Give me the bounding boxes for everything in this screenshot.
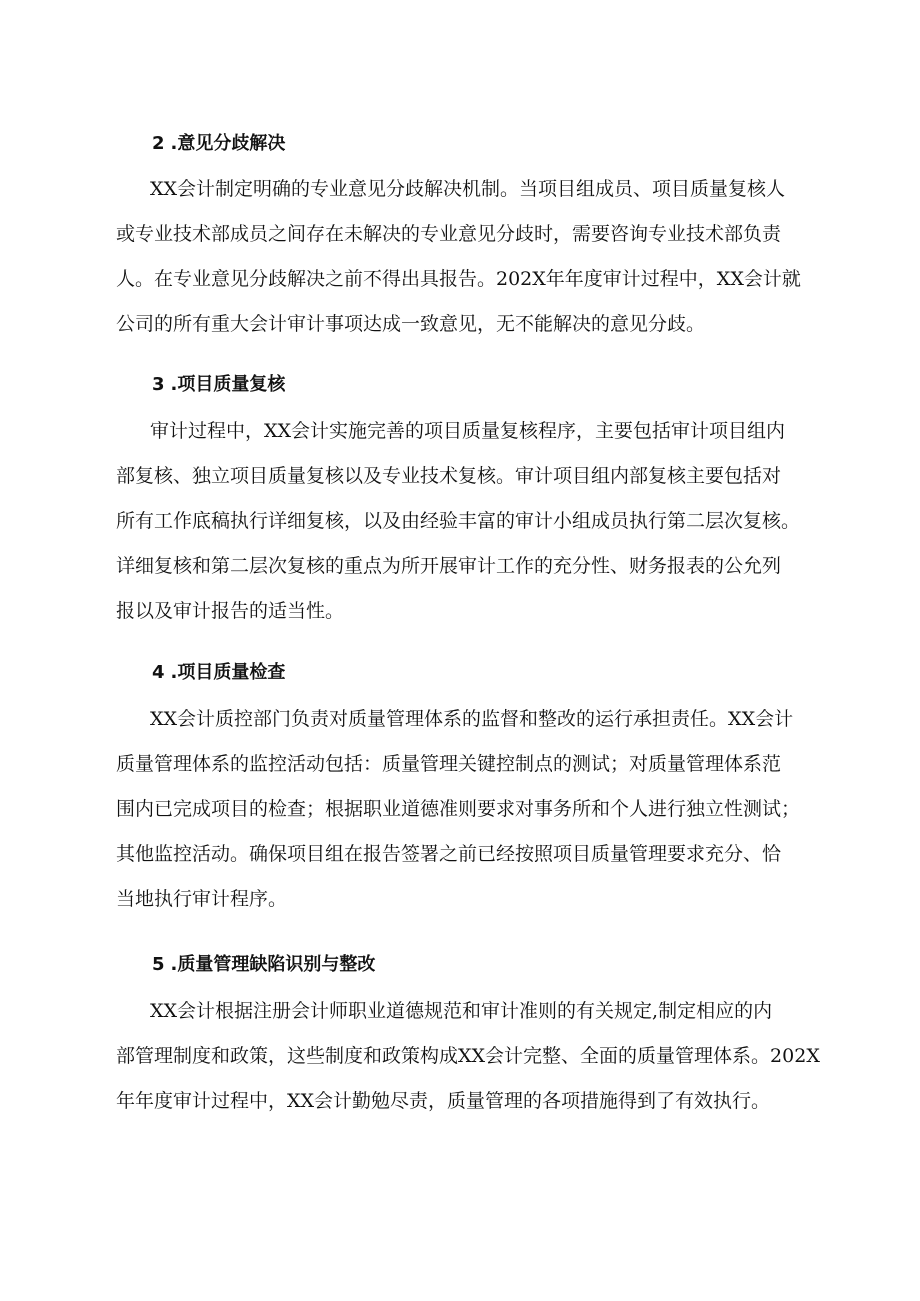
paragraph-line: 所有工作底稿执行详细复核，以及由经验丰富的审计小组成员执行第二层次复核。: [116, 510, 801, 532]
paragraph-line: 其他监控活动。确保项目组在报告签署之前已经按照项目质量管理要求充分、恰: [116, 843, 782, 865]
section-number: 2: [152, 133, 165, 154]
paragraph-line: 质量管理体系的监控活动包括：质量管理关键控制点的测试；对质量管理体系范: [116, 753, 782, 775]
paragraph-line: 详细复核和第二层次复核的重点为所开展审计工作的充分性、财务报表的公允列: [116, 555, 782, 577]
paragraph-line: XX会计制定明确的专业意见分歧解决机制。当项目组成员、项目质量复核人: [150, 178, 786, 200]
paragraph-line: XX会计质控部门负责对质量管理体系的监督和整改的运行承担责任。XX会计: [150, 708, 794, 730]
section-number: 5: [152, 954, 165, 975]
section-title: .质量管理缺陷识别与整改: [170, 954, 376, 975]
section-2-heading: [152, 131, 285, 157]
paragraph-line: 报以及审计报告的适当性。: [116, 600, 345, 622]
paragraph-line: 年年度审计过程中，XX会计勤勉尽责，质量管理的各项措施得到了有效执行。: [116, 1090, 771, 1112]
section-number: 3: [152, 374, 165, 395]
paragraph-line: 公司的所有重大会计审计事项达成一致意见，无不能解决的意见分歧。: [116, 313, 706, 335]
section-2-paragraph: [116, 167, 816, 347]
paragraph-line: 部复核、独立项目质量复核以及专业技术复核。审计项目组内部复核主要包括对: [116, 465, 782, 487]
paragraph-line: 或专业技术部成员之间存在未解决的专业意见分歧时，需要咨询专业技术部负责: [116, 223, 782, 245]
section-5-heading: [152, 952, 375, 978]
section-title: .意见分歧解决: [170, 133, 286, 154]
section-4-paragraph: [116, 697, 816, 922]
paragraph-line: 人。在专业意见分歧解决之前不得出具报告。202X年年度审计过程中，XX会计就: [116, 268, 801, 290]
section-title: .项目质量复核: [170, 374, 286, 395]
section-5-paragraph: [116, 989, 820, 1124]
section-3-heading: [152, 372, 285, 398]
section-title: .项目质量检查: [170, 662, 286, 683]
section-4-heading: [152, 660, 285, 686]
section-number: 4: [152, 662, 165, 683]
paragraph-line: 围内已完成项目的检查；根据职业道德准则要求对事务所和个人进行独立性测试；: [116, 798, 801, 820]
paragraph-line: XX会计根据注册会计师职业道德规范和审计准则的有关规定,制定相应的内: [150, 1000, 773, 1022]
paragraph-line: 部管理制度和政策，这些制度和政策构成XX会计完整、全面的质量管理体系。202X: [116, 1045, 820, 1067]
paragraph-line: 当地执行审计程序。: [116, 888, 288, 910]
paragraph-line: 审计过程中，XX会计实施完善的项目质量复核程序，主要包括审计项目组内: [150, 420, 786, 442]
section-3-paragraph: [116, 409, 816, 634]
